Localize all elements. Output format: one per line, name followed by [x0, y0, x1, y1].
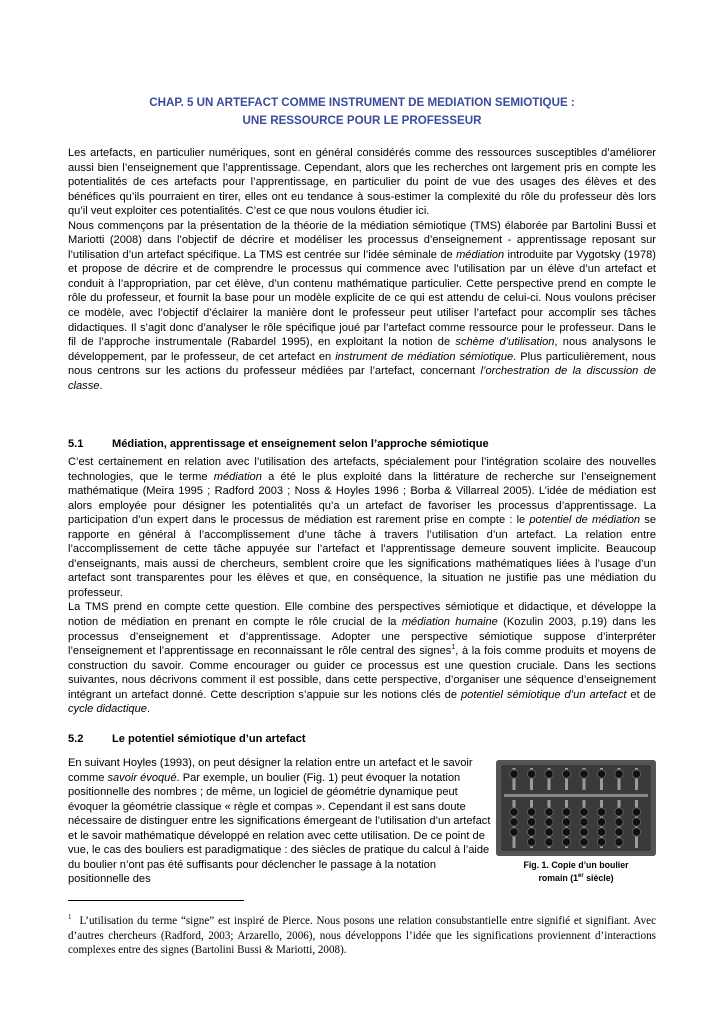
section-title: Médiation, apprentissage et enseignement selon l’approche sémiotique	[112, 438, 489, 450]
section-5-1-text	[68, 455, 656, 717]
section-5-2-text	[68, 756, 492, 887]
section-5-2-heading	[68, 732, 656, 747]
intro-paragraph-1: Les artefacts, en particulier numériques, sont en général considérés comme des ressources susceptibles d’améliorer aussi bien l’enseignement que l’apprentissage. Cependant, alors que les recherches ont largement pris en compte les potentialités de ces artefacts pour l’apprentissage, en particulier du point de vue des usages des élèves et des bénéfices qu’ils pourraient en tirer, elles ont eu tendance à sous-estimer la complexité du rôle du professeur dès lors qu’il veut exploiter ces potentialités. C’est ce que nous voulons étudier ici.	[68, 147, 656, 218]
footnote-marker: 1	[68, 913, 72, 921]
abacus-illustration	[496, 760, 656, 856]
footnote-1	[68, 910, 656, 958]
figure-1	[496, 760, 656, 884]
footnote-reference[interactable]: 1	[451, 644, 456, 652]
footnote-separator	[68, 900, 244, 901]
roman-abacus-photo	[496, 760, 656, 856]
section-5-1-paragraph-1: C’est certainement en relation avec l’utilisation des artefacts, spécialement pour l’intégration scolaire des nouvelles technologies, que le terme médiation a été le plus exploité dans la littérature de recherche sur l’enseignement mathématique (Meira 1995 ; Radford 2003 ; Noss & Hoyles 1996 ; Borba & Villarreal 2005). L’idée de médiation est alors employée pour désigner les potentialités qu’a un artefact de favoriser les processus d’apprentissage. La participation d’un expert dans le processus de médiation est rarement prise en compte : le potentiel de médiation se rapporte en général à l’accomplissement d’une tâche à travers l’utilisation d’un artefact. La relation entre l’accomplissement de cette tâche appuyée sur l’artefact et l’apprentissage demeure souvent implicite. Beaucoup d’enseignants, mais aussi de chercheurs, semblent croire que les significations mathématiques liées à l’usage d’un artefact sont transparentes pour les élèves et que, en conséquence, la situation ne justifie pas une médiation du professeur.	[68, 456, 656, 599]
section-title: Le potentiel sémiotique d’un artefact	[112, 733, 306, 745]
chapter-title-line-2: UNE RESSOURCE POUR LE PROFESSEUR	[242, 114, 482, 127]
section-number: 5.2	[68, 733, 84, 745]
chapter-title-line-1: CHAP. 5 UN ARTEFACT COMME INSTRUMENT DE MEDIATION SEMIOTIQUE :	[149, 96, 575, 109]
chapter-title	[68, 94, 656, 130]
intro-text	[68, 146, 656, 393]
section-5-1-paragraph-2: La TMS prend en compte cette question. Elle combine des perspectives sémiotique et didactique, et développe la notion de médiation en prenant en compte le rôle crucial de la médiation humaine (Kozulin 2003, p.19) dans les processus d’enseignement et d’apprentissage. Adopter une perspective sémiotique suppose d’interpréter l’enseignement et l’apprentissage en reconnaissant le rôle central des signes$^1$, à la fois comme produits et moyens de construction du savoir. Comme encourager ou guider ce processus est une question cruciale. Dans les sections suivantes, nous décrivons comment il est possible, dans cette perspective, d’organiser une séquence d’enseignement intégrant un artefact donné. Cette description s’appuie sur les notions clés de potentiel sémiotique d’un artefact et de cycle didactique.	[68, 601, 656, 716]
footnote-text: L’utilisation du terme “signe” est inspiré de Pierce. Nous posons une relation consubstantielle entre signifié et signifiant. Avec d’autres chercheurs (Radford, 2003; Arzarello, 2006), nous développons l’idée que les significations proviennent d’interactions complexes entre des signes (Bartolini Bussi & Mariotti, 2008).	[68, 915, 656, 956]
section-5-1-heading	[68, 437, 656, 452]
section-5-2-paragraph-1: En suivant Hoyles (1993), on peut désigner la relation entre un artefact et le savoir comme savoir évoqué. Par exemple, un boulier (Fig. 1) peut évoquer la notation positionnelle des nombres ; de même, un logiciel de géométrie dynamique peut évoquer la géométrie classique « règle et compas ». Cependant il est sans doute nécessaire de distinguer entre les significations émergeant de l’utilisation d’un artefact et le savoir mathématique développé en relation avec cette utilisation. De ce point de vue, le cas des bouliers est paradigmatique : des siècles de pratique du calcul à l’aide du boulier n’ont pas été suffisants pour déclencher le passage à la notation positionnelle des	[68, 757, 491, 886]
intro-paragraph-2: Nous commençons par la présentation de la théorie de la médiation sémiotique (TMS) élaborée par Bartolini Bussi et Mariotti (2008) dans l’objectif de décrire et modéliser les processus d’enseignement - apprentissage reposant sur l’utilisation d’un artefact spécifique. La TMS est centrée sur l’idée séminale de médiation introduite par Vygotsky (1978) et propose de décrire et de comprendre le processus qui commence avec l’utilisation par un élève d’un artefact et conduit à l’appropriation, par cet élève, d’un contenu mathématique particulier. Cette perspective prend en compte le rôle du professeur, et fournit la base pour un modèle explicite de ce qui est attendu de celui-ci. Nous voulons préciser ce modèle, avec l’objectif d’éclairer la manière dont le professeur peut utiliser l’artefact pour accomplir ses tâches didactiques. Il s’agit donc d’analyser le rôle spécifique joué par l’artefact comme ressource pour le professeur. Dans le fil de l’approche instrumentale (Rabardel 1995), en exploitant la notion de schème d’utilisation, nous analysons le développement, par le professeur, de cet artefact en instrument de médiation sémiotique. Plus particulièrement, nous nous centrons sur les actions du professeur médiées par l’artefact, concernant l’orchestration de la discussion de classe.	[68, 219, 656, 392]
figure-caption: Fig. 1. Copie d’un boulier romain (1er siècle)	[523, 860, 629, 883]
section-number: 5.1	[68, 438, 84, 450]
